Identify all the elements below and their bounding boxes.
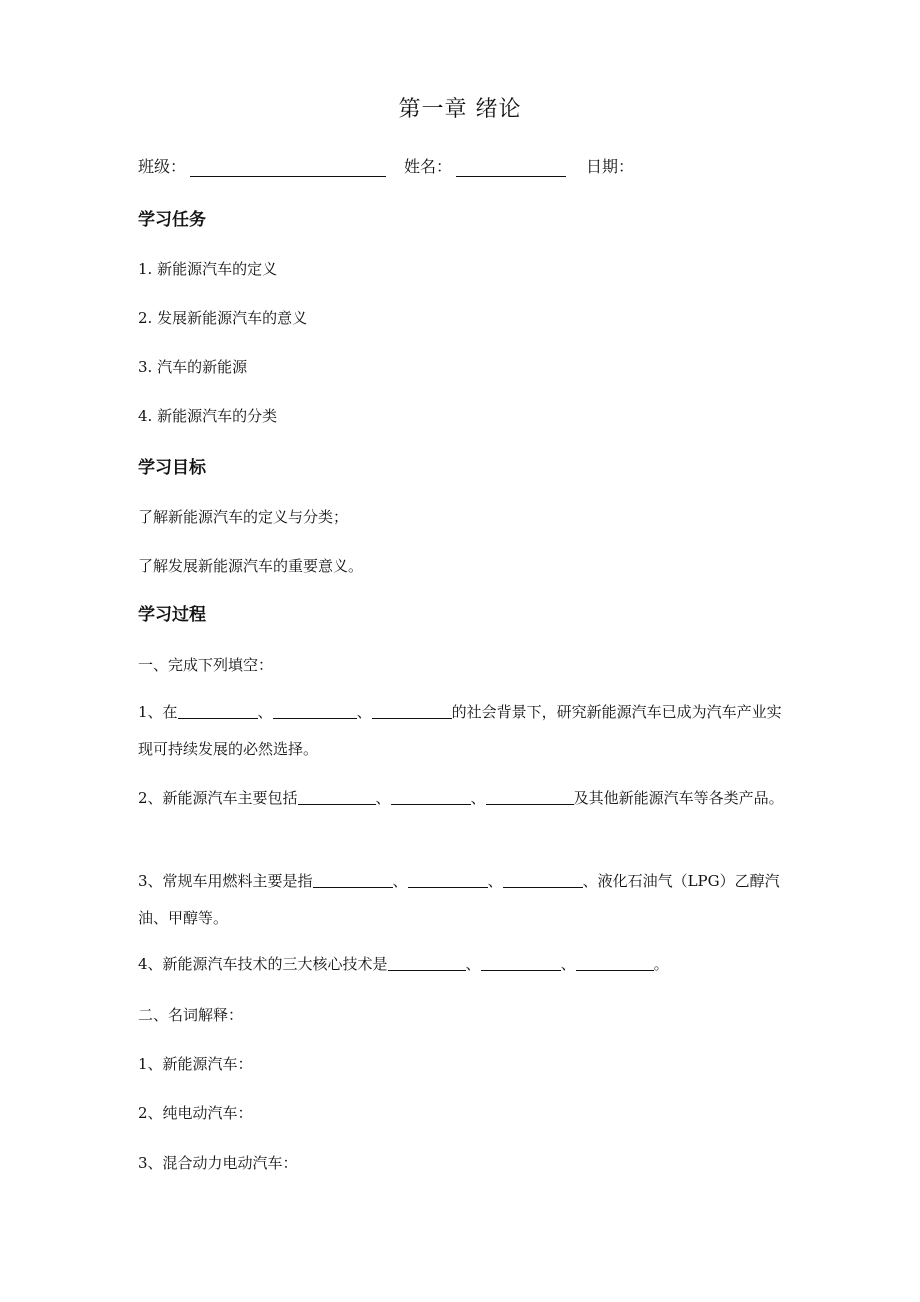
- separator: 、: [487, 872, 503, 890]
- separator: 、: [257, 703, 273, 721]
- section-fill-blanks-title: 一、完成下列填空：: [138, 656, 274, 674]
- definition-term: 2、纯电动汽车：: [138, 1104, 253, 1122]
- section-definitions-title: 二、名词解释：: [138, 1006, 244, 1024]
- answer-blank[interactable]: [486, 788, 574, 805]
- definition-term: 3、混合动力电动汽车：: [138, 1154, 298, 1172]
- page-title: 第一章 绪论: [398, 97, 522, 122]
- tasks-heading: 学习任务: [138, 210, 206, 230]
- question-1: [138, 694, 788, 768]
- answer-blank[interactable]: [313, 871, 393, 888]
- question-3-start: 3、常规车用燃料主要是指: [138, 872, 313, 890]
- answer-blank[interactable]: [391, 788, 471, 805]
- question-4: [138, 946, 788, 983]
- answer-blank[interactable]: [481, 954, 561, 971]
- task-item: 3. 汽车的新能源: [138, 358, 248, 376]
- goals-heading: 学习目标: [138, 458, 206, 478]
- name-blank[interactable]: [456, 156, 566, 177]
- question-3: [138, 863, 788, 937]
- question-4-start: 4、新能源汽车技术的三大核心技术是: [138, 955, 388, 973]
- task-item: 4. 新能源汽车的分类: [138, 407, 278, 425]
- question-2-start: 2、新能源汽车主要包括: [138, 789, 298, 807]
- goal-item: 了解发展新能源汽车的重要意义。: [138, 557, 364, 575]
- class-label: 班级：: [138, 157, 187, 176]
- answer-blank[interactable]: [372, 702, 452, 719]
- separator: 、: [375, 789, 391, 807]
- definition-term: 1、新能源汽车：: [138, 1055, 253, 1073]
- answer-blank[interactable]: [298, 788, 376, 805]
- separator: 、: [392, 872, 408, 890]
- class-blank[interactable]: [190, 156, 386, 177]
- answer-blank[interactable]: [178, 702, 258, 719]
- separator: 、: [356, 703, 372, 721]
- separator: 、: [465, 955, 481, 973]
- student-info-row: [138, 154, 798, 177]
- answer-blank[interactable]: [273, 702, 357, 719]
- question-2: [138, 780, 788, 817]
- task-item: 2. 发展新能源汽车的意义: [138, 309, 308, 327]
- answer-blank[interactable]: [388, 954, 466, 971]
- separator: 、: [560, 955, 576, 973]
- process-heading: 学习过程: [138, 605, 206, 625]
- question-1-start: 1、在: [138, 703, 178, 721]
- question-4-end: 。: [653, 955, 669, 973]
- date-label: 日期：: [586, 157, 635, 176]
- answer-blank[interactable]: [576, 954, 654, 971]
- separator: 、: [470, 789, 486, 807]
- question-1-end: 的社会背景下，研究新能源汽车已成为汽车产业实现可持续发展的必然选择。: [138, 703, 782, 758]
- question-2-end: 及其他新能源汽车等各类产品。: [573, 789, 784, 807]
- answer-blank[interactable]: [408, 871, 488, 888]
- answer-blank[interactable]: [503, 871, 583, 888]
- goal-item: 了解新能源汽车的定义与分类；: [138, 508, 349, 526]
- question-3-end: 、液化石油气（LPG）乙醇汽油、甲醇等。: [138, 872, 780, 927]
- task-item: 1. 新能源汽车的定义: [138, 260, 278, 278]
- name-label: 姓名：: [404, 157, 453, 176]
